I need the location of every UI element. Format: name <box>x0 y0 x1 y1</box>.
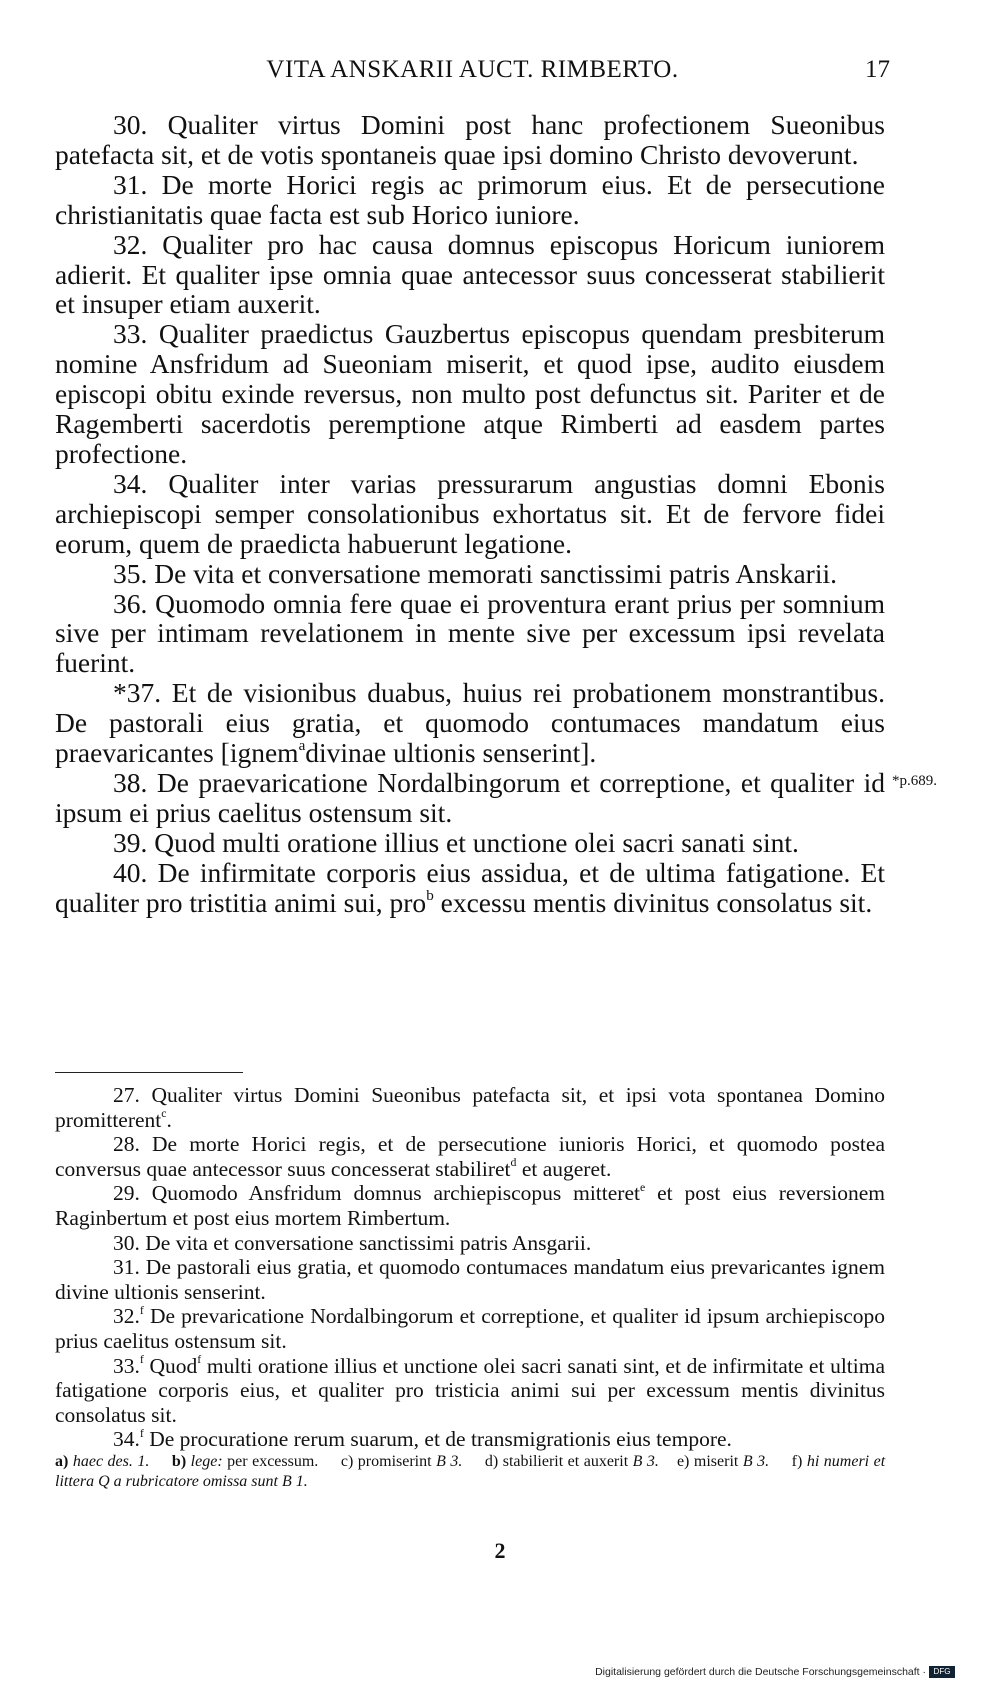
footnote-ref[interactable]: d <box>510 1155 517 1170</box>
entry-number: 35. <box>113 557 148 589</box>
apparatus-label: b) <box>171 1453 187 1470</box>
entry-number: 36. <box>113 587 148 619</box>
apparatus-label: f) <box>791 1453 803 1470</box>
critical-apparatus <box>55 1452 885 1492</box>
entry-text: Qualiter pro hac causa domnus episcopus Horicum iuniorem adierit. Et qualiter ipse omnia quae antecessor suus concesserat stabilierit et insuper etiam auxerit. <box>55 228 886 320</box>
apparatus-text: lege: <box>190 1453 223 1470</box>
apparatus-label: e) <box>676 1453 690 1470</box>
running-header <box>55 56 890 92</box>
note-text: Quod <box>149 1353 198 1378</box>
footnote-ref[interactable]: b <box>426 887 434 904</box>
chapter-entry <box>55 469 885 559</box>
note-entry <box>55 1354 885 1428</box>
entry-text: Qualiter inter varias pressurarum angustias domni Ebonis archiepiscopi semper consolationibus exhortatus sit. Et de fervore fidei eorum, quem de praedicta habuerunt legatione. <box>55 467 885 559</box>
note-text: De prevaricatione Nordalbingorum et correptione, et qualiter id ipsum archiepiscopo prius caelitus ostensum sit. <box>55 1304 885 1353</box>
apparatus-text: B 3. <box>742 1453 770 1470</box>
margin-page-marker: *p.689. <box>892 773 937 789</box>
entry-text: Qualiter praedictus Gauzbertus episcopus quendam presbiterum nomine Ansfridum ad Sueoniam miserit, et quod ipse, audito eiusdem episcopi obitu exinde reversus, non multo post defunctus sit. Pariter et de Ragemberti sacerdotis peremptione atque Rimberti ad easdem partes profectione. <box>55 318 885 469</box>
entry-text: De infirmitate corporis eius assidua, et de ultima fatigatione. Et qualiter pro tristitia animi sui, pro <box>55 856 885 918</box>
chapter-entry <box>55 858 885 918</box>
note-entry <box>55 1255 885 1304</box>
digitization-note: Digitalisierung gefördert durch die Deutsche Forschungsgemeinschaft · <box>595 1665 926 1678</box>
note-text: . <box>166 1107 172 1132</box>
note-entry <box>55 1231 885 1256</box>
chapter-entry <box>55 678 885 768</box>
entry-text: Qualiter virtus Domini post hanc profectionem Sueonibus patefacta sit, et de votis spontaneis quae ipsi domino Christo devoverunt. <box>55 109 885 170</box>
chapter-entry <box>55 559 885 589</box>
note-entry <box>55 1132 885 1181</box>
entry-number: 31. <box>113 168 148 200</box>
alternate-chapter-list <box>55 1083 885 1452</box>
entry-number: 40. <box>113 856 148 888</box>
note-text: et augeret. <box>521 1156 612 1181</box>
running-title: VITA ANSKARII AUCT. RIMBERTO. <box>266 56 679 83</box>
apparatus-text: hi numeri et littera Q a rubricatore omissa sunt B 1. <box>55 1453 886 1490</box>
apparatus-text: B 3. <box>436 1453 463 1470</box>
chapter-entry <box>55 230 885 320</box>
chapter-list <box>55 109 937 918</box>
entry-text: De vita et conversatione memorati sanctissimi patris Anskarii. <box>154 557 837 589</box>
footnote-divider <box>55 1072 243 1073</box>
chapter-entry <box>55 768 885 828</box>
chapter-entry <box>55 170 885 230</box>
apparatus-text: promiserint <box>357 1453 432 1470</box>
note-entry <box>55 1427 885 1452</box>
entry-text: Quod multi oratione illius et unctione olei sacri sanati sint. <box>154 826 799 858</box>
entry-text: De praevaricatione Nordalbingorum et correptione, et qualiter id ipsum ei prius caelitus ostensum sit. <box>55 766 885 828</box>
note-number: 30. <box>113 1230 140 1255</box>
entry-text: Et de visionibus duabus, huius rei probationem monstrantibus. De pastorali eius gratia, et quomodo contumaces mandatum eius praevaricantes [ignem <box>55 677 886 769</box>
dfg-logo: DFG <box>929 1666 955 1678</box>
apparatus-label: d) <box>484 1453 499 1470</box>
entry-text: Quomodo omnia fere quae ei proventura erant prius per somnium sive per intimam revelationem in mente sive per excessum ipsi revelata fuerint. <box>55 587 886 679</box>
note-text: De morte Horici regis, et de persecutione iunioris Horici, et quomodo postea conversus quae antecessor suus concesserat stabiliret <box>55 1132 885 1181</box>
entry-number: 32. <box>113 228 148 260</box>
note-number: 33. <box>113 1353 140 1378</box>
footnote-ref[interactable]: f <box>139 1352 144 1367</box>
note-number: 29. <box>113 1181 140 1206</box>
note-entry <box>55 1083 885 1132</box>
entry-text: excessu mentis divinitus consolatus sit. <box>440 886 873 918</box>
chapter-entry <box>55 828 885 858</box>
note-number: 32. <box>113 1304 140 1329</box>
note-text: De pastorali eius gratia, et quomodo contumaces mandatum eius prevaricantes ignem divine ultionis senserint. <box>55 1255 885 1304</box>
apparatus-text: haec des. 1. <box>72 1453 150 1470</box>
note-number: 27. <box>113 1083 140 1107</box>
apparatus-label: c) <box>340 1453 354 1470</box>
footnote-ref[interactable]: f <box>139 1425 144 1440</box>
apparatus-label: a) <box>55 1453 69 1470</box>
note-text: Qualiter virtus Domini Sueonibus patefacta sit, et ipsi vota spontanea Domino promitterent <box>55 1083 886 1132</box>
apparatus-text: per excessum. <box>227 1453 319 1470</box>
chapter-entry <box>55 110 885 170</box>
note-entry <box>55 1304 885 1353</box>
note-text: multi oratione illius et unctione olei sacri sanati sint, et de infirmitate et ultima fatigatione corporis eius, et qualiter pro tristicia animi sui per excessum mentis divinitus consolatus sit. <box>55 1353 886 1427</box>
note-number: 28. <box>113 1132 140 1157</box>
entry-text: divinae ultionis senserint]. <box>305 737 597 769</box>
note-text: De procuratione rerum suarum, et de transmigrationis eius tempore. <box>149 1427 732 1452</box>
gathering-signature: 2 <box>494 1538 506 1563</box>
note-number: 34. <box>113 1427 140 1452</box>
apparatus-text: B 3. <box>632 1453 659 1470</box>
entry-text: De morte Horici regis ac primorum eius. Et de persecutione christianitatis quae facta est sub Horico iuniore. <box>55 168 885 230</box>
note-entry <box>55 1181 885 1230</box>
footnote-ref[interactable]: e <box>639 1180 646 1195</box>
footnote-ref[interactable]: c <box>161 1106 167 1121</box>
entry-number: 33. <box>113 318 148 350</box>
footnote-ref[interactable]: f <box>197 1352 202 1367</box>
apparatus-text: miserit <box>693 1453 739 1470</box>
apparatus-text: stabilierit et auxerit <box>502 1453 629 1470</box>
entry-number: 30. <box>113 109 148 140</box>
entry-number: *37. <box>113 677 162 709</box>
entry-number: 38. <box>113 766 148 798</box>
chapter-entry <box>55 589 885 679</box>
entry-number: 34. <box>113 467 148 499</box>
footnote-ref[interactable]: f <box>139 1303 144 1318</box>
entry-number: 39. <box>113 826 148 858</box>
note-text: et post eius reversionem Raginbertum et post eius mortem Rimbertum. <box>55 1181 886 1230</box>
footnote-ref[interactable]: a <box>298 738 306 755</box>
note-text: Quomodo Ansfridum domnus archiepiscopus mitteret <box>151 1181 640 1206</box>
page-number: 17 <box>865 56 890 83</box>
chapter-entry <box>55 319 885 469</box>
note-number: 31. <box>113 1255 140 1280</box>
digitization-footer <box>595 1666 955 1678</box>
note-text: De vita et conversatione sanctissimi patris Ansgarii. <box>145 1230 592 1255</box>
